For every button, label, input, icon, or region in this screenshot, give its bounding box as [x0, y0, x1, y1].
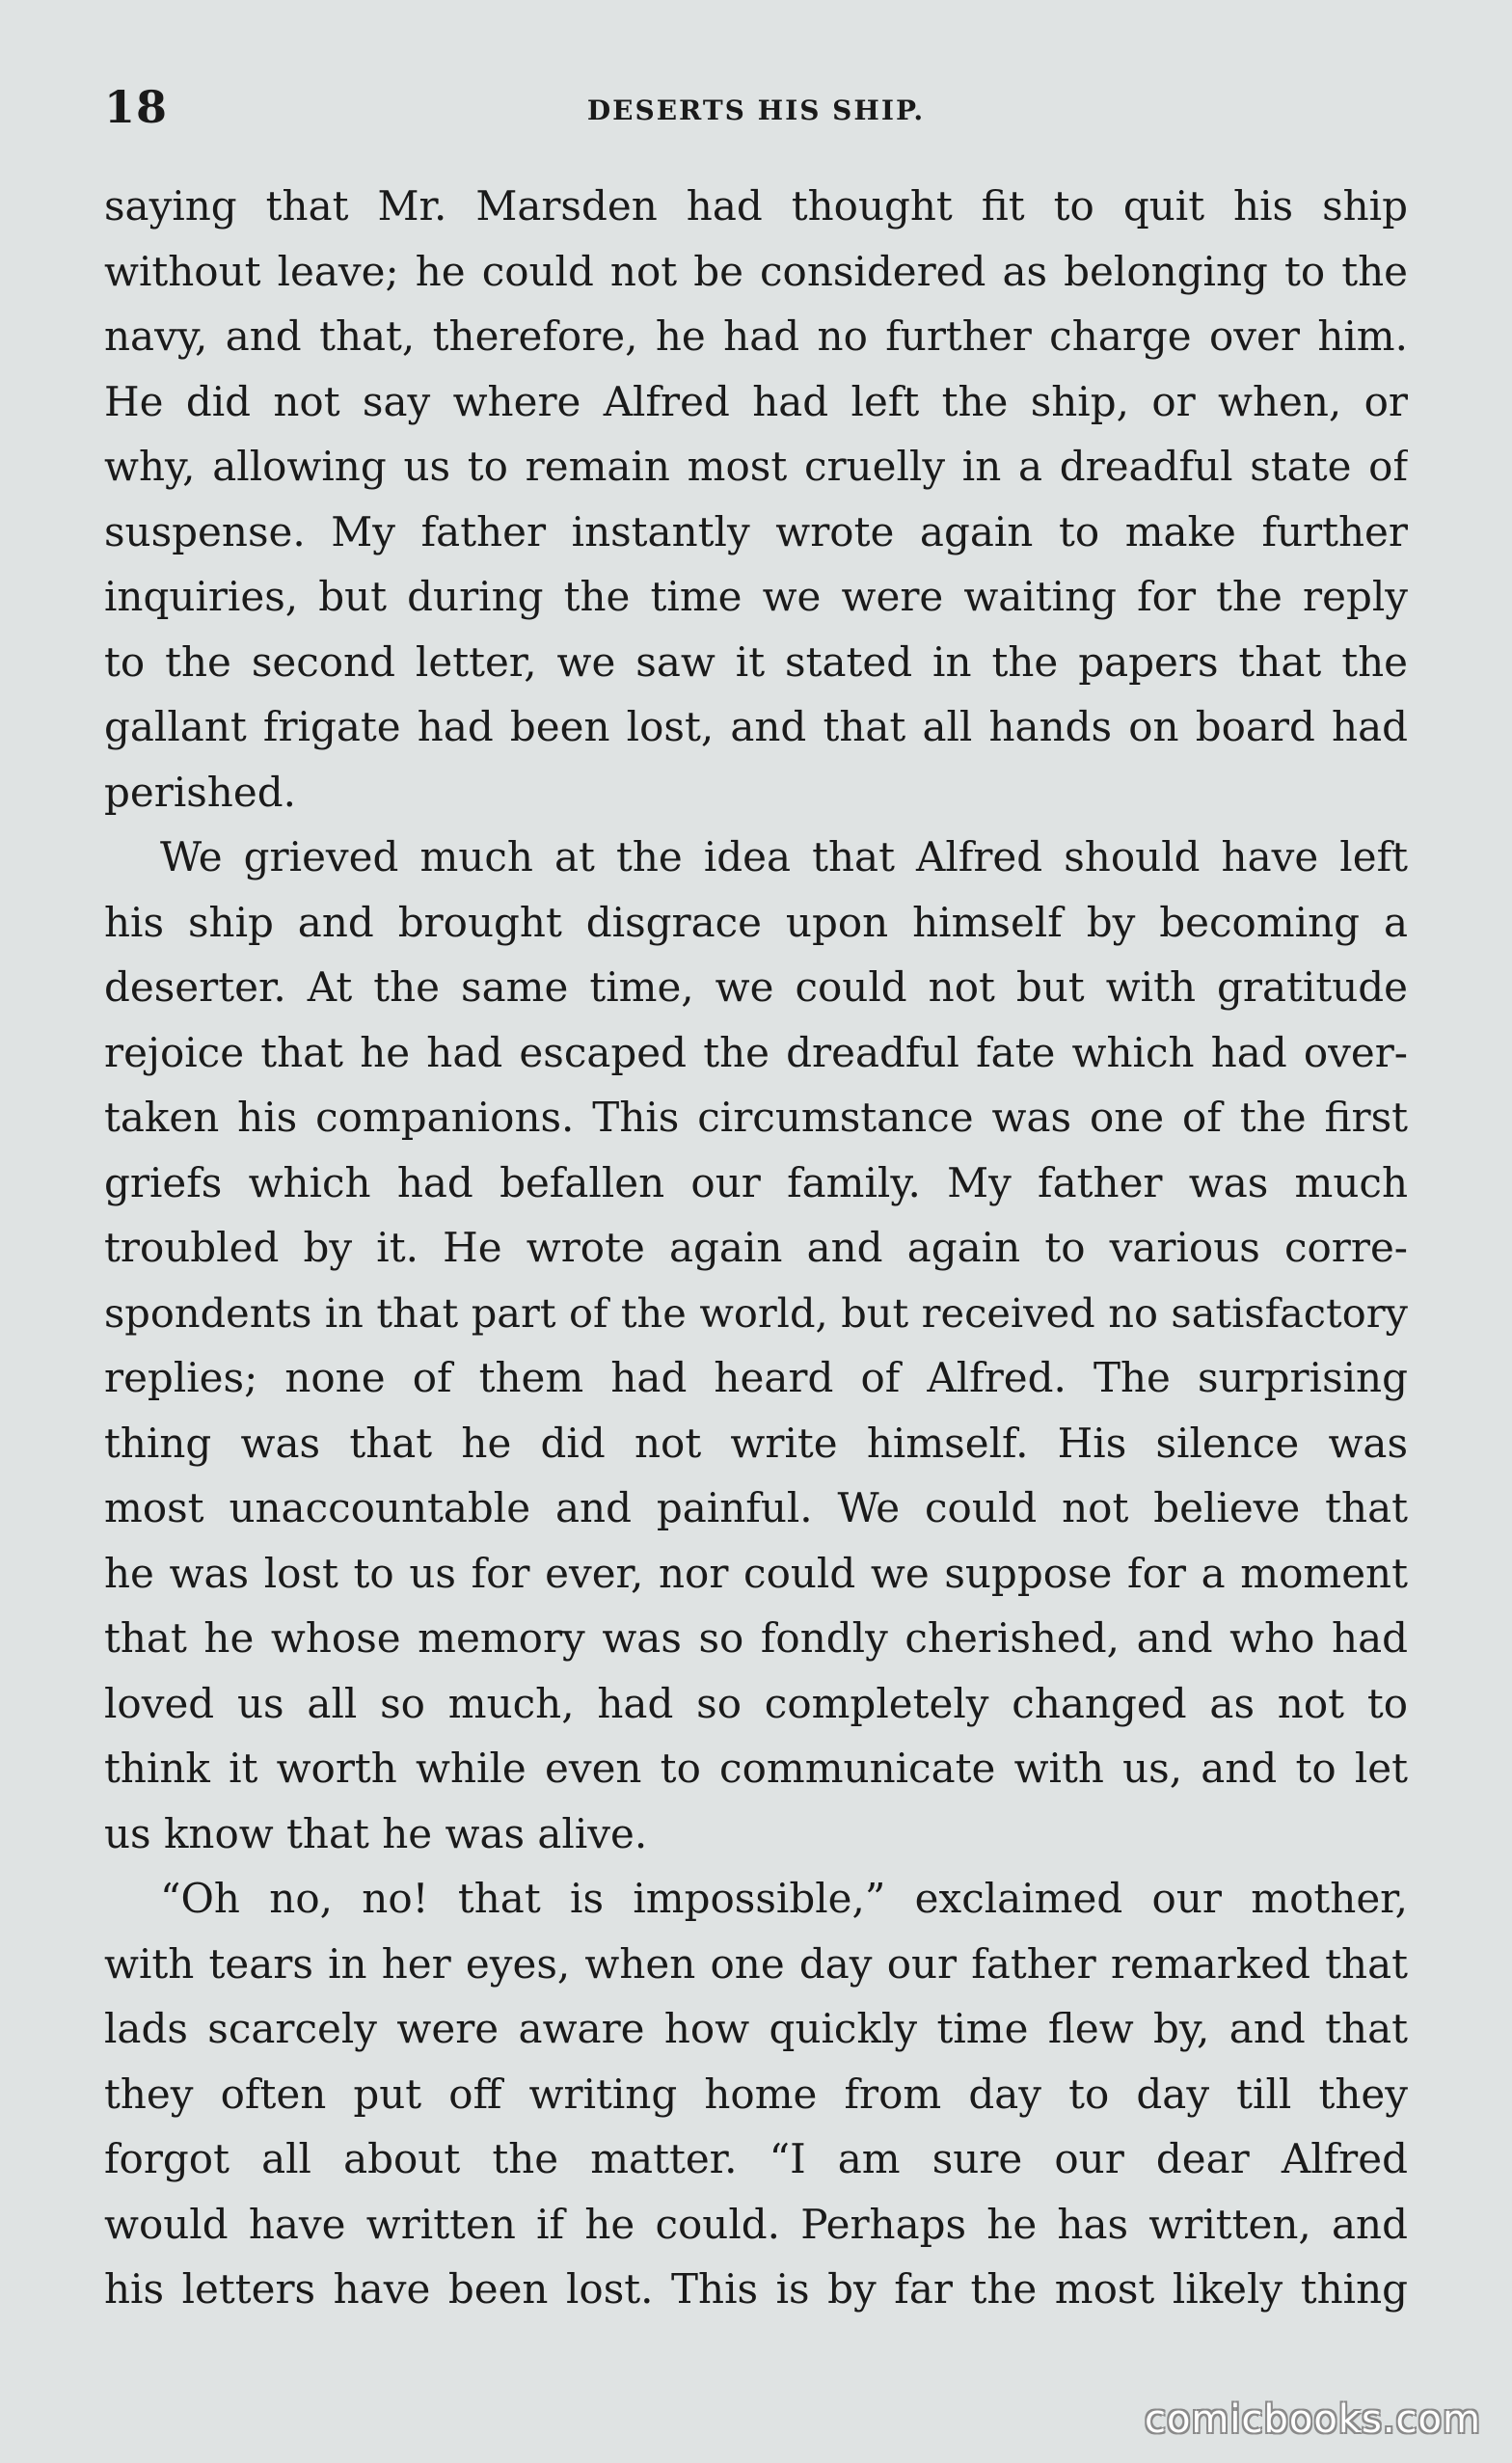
text-line: loved us all so much, had so completely changed as not to — [104, 1679, 1408, 1727]
text-line: that he whose memory was so fondly cherished, and who had — [104, 1614, 1408, 1662]
text-line: us know that he was alive. — [104, 1809, 648, 1857]
text-line: his letters have been lost. This is by far the most likely thing — [104, 2265, 1408, 2313]
text-line: would have written if he could. Perhaps he has written, and — [104, 2200, 1408, 2248]
page-body — [104, 174, 1408, 2322]
text-line: spondents in that part of the world, but received no satisfactory — [104, 1288, 1408, 1337]
page-header — [104, 77, 1408, 145]
text-line: forgot all about the matter. “I am sure our dear Alfred — [104, 2135, 1408, 2182]
text-line: He did not say where Alfred had left the ship, or when, or — [104, 377, 1408, 425]
text-line: saying that Mr. Marsden had thought fit to quit his ship — [104, 182, 1408, 230]
text-line: taken his companions. This circumstance was one of the first — [104, 1094, 1408, 1141]
text-line: to the second letter, we saw it stated in the papers that the — [104, 637, 1408, 686]
text-line: We grieved much at the idea that Alfred should have left — [160, 833, 1408, 880]
text-line: deserter. At the same time, we could not but with gratitude — [104, 963, 1408, 1011]
text-line: why, allowing us to remain most cruelly in a dreadful state of — [104, 443, 1408, 490]
running-title: DESERTS HIS SHIP. — [586, 95, 926, 126]
text-line: suspense. My father instantly wrote again to make further — [104, 507, 1408, 555]
text-line: with tears in her eyes, when one day our father remarked that — [104, 1939, 1408, 1988]
text-line: his ship and brought disgrace upon himself by becoming a — [104, 898, 1408, 946]
watermark: comicbooks.com — [1144, 2397, 1481, 2442]
text-line: lads scarcely were aware how quickly time flew by, and that — [104, 2005, 1408, 2052]
text-line: griefs which had befallen our family. My father was much — [104, 1158, 1408, 1206]
text-line: gallant frigate had been lost, and that all hands on board had — [104, 703, 1408, 750]
text-line: inquiries, but during the time we were waiting for the reply — [104, 573, 1408, 620]
text-line: perished. — [104, 768, 296, 816]
text-line: thing was that he did not write himself. His silence was — [104, 1419, 1408, 1467]
text-line: they often put off writing home from day to day till they — [104, 2070, 1408, 2118]
text-line: replies; none of them had heard of Alfred. The surprising — [104, 1354, 1408, 1401]
page-number: 18 — [104, 81, 169, 133]
text-line: navy, and that, therefore, he had no further charge over him. — [104, 312, 1408, 360]
text-line: think it worth while even to communicate with us, and to let — [104, 1745, 1408, 1792]
text-line: without leave; he could not be considered as belonging to the — [104, 247, 1408, 295]
text-line: most unaccountable and painful. We could not believe that — [104, 1484, 1408, 1531]
text-line: rejoice that he had escaped the dreadful fate which had over- — [104, 1028, 1408, 1076]
text-line: “Oh no, no! that is impossible,” exclaimed our mother, — [160, 1875, 1408, 1922]
text-line: he was lost to us for ever, nor could we suppose for a moment — [104, 1549, 1408, 1597]
text-line: troubled by it. He wrote again and again to various corre- — [104, 1224, 1408, 1271]
